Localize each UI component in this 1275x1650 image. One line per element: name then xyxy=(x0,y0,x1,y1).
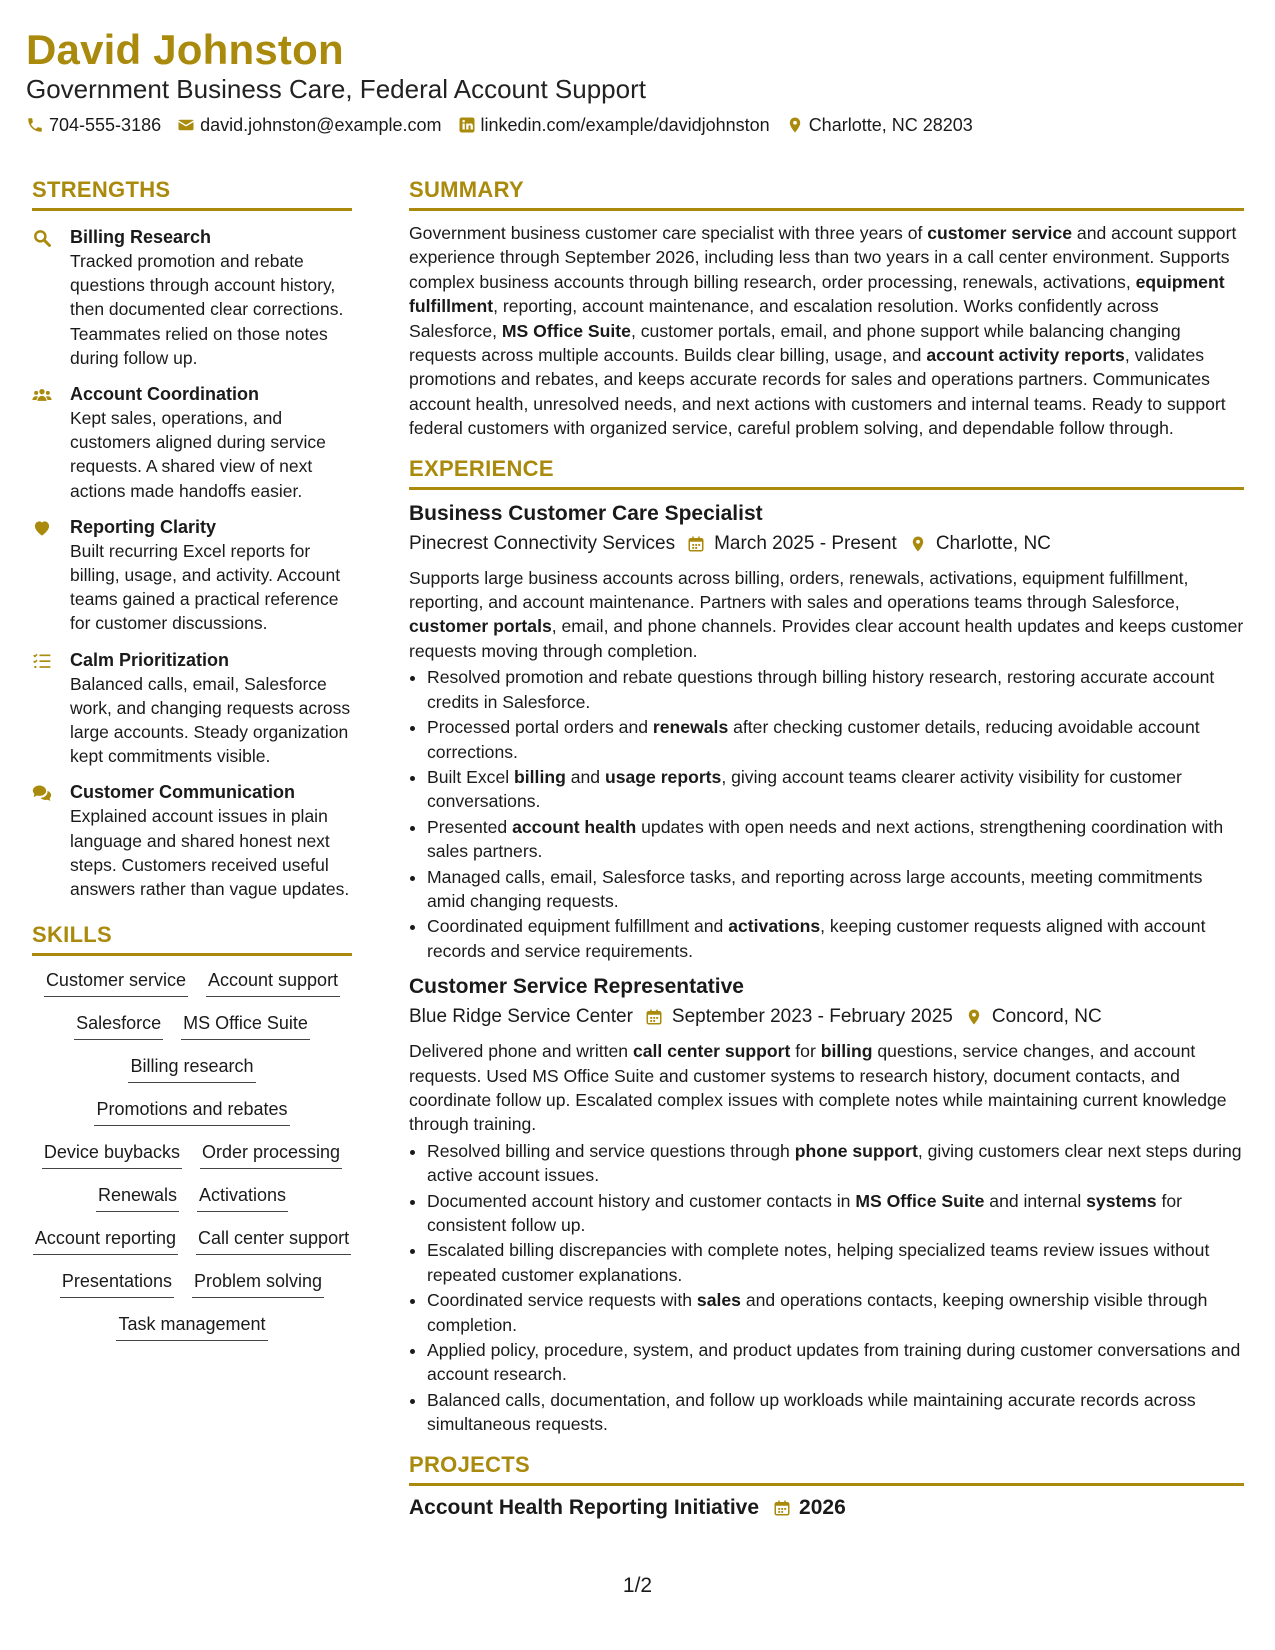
bullet-item xyxy=(427,1139,1244,1188)
bullet-item xyxy=(427,1238,1244,1287)
strength-item xyxy=(32,780,352,901)
strength-title: Reporting Clarity xyxy=(70,516,217,537)
candidate-name: David Johnston xyxy=(26,26,344,73)
checklist-icon xyxy=(32,651,52,671)
skill-tag: Promotions and rebates xyxy=(94,1097,289,1126)
bullet-seg: Processed portal orders and xyxy=(427,717,653,738)
bullet-seg: Documented account history and customer contacts in xyxy=(427,1190,856,1211)
desc-seg: for xyxy=(790,1041,821,1062)
bullet-item xyxy=(427,1388,1244,1437)
strength-title: Billing Research xyxy=(70,227,212,247)
envelope-icon xyxy=(177,116,195,134)
summary-seg: and account support experience through September 2026, including less than two years in a call center environment. Supports complex business accounts through billing research, order processing, renewals, activations, xyxy=(409,223,1237,292)
bullet-seg: Resolved billing and service questions through xyxy=(427,1140,795,1161)
project-title: Account Health Reporting Initiative xyxy=(409,1495,760,1519)
bullet-keyword: usage reports xyxy=(604,766,722,787)
bullet-keyword: phone support xyxy=(794,1140,918,1161)
skill-tag: Account reporting xyxy=(33,1226,178,1255)
summary-seg: , validates promotions and rebates, and keeps accurate records for sales and operations partners. Communicates account health, unresolved needs, and next actions with customers and internal teams. Ready to support federal customers with organized service, careful problem solving, and dependable follow through. xyxy=(409,345,1226,439)
users-icon xyxy=(32,385,52,405)
bullet-seg: Presented xyxy=(427,816,513,837)
skills-list xyxy=(32,968,352,1341)
summary-text xyxy=(409,221,1244,441)
bullet-keyword: MS Office Suite xyxy=(855,1190,985,1211)
strength-item xyxy=(32,225,352,370)
strength-description: Kept sales, operations, and customers aligned during service requests. A shared view of next actions made handoffs easier. xyxy=(70,408,326,501)
bullet-seg: Managed calls, email, Salesforce tasks, and reporting across large accounts, meeting commitments amid changing requests. xyxy=(427,866,1203,911)
strength-item xyxy=(32,648,352,769)
contact-linkedin[interactable] xyxy=(458,112,770,138)
contact-location xyxy=(786,112,973,138)
job-entry xyxy=(409,973,1244,1437)
bullet-seg: , giving account teams clearer activity visibility for customer conversations. xyxy=(427,766,1182,812)
bullet-seg: Built Excel xyxy=(427,766,515,787)
bullet-item xyxy=(427,914,1244,963)
desc-keyword: customer portals xyxy=(409,616,552,637)
bullet-seg: Coordinated equipment fulfillment and xyxy=(427,916,729,937)
skill-tag: Activations xyxy=(197,1183,288,1212)
summary-heading: SUMMARY xyxy=(409,176,1244,211)
job-title: Customer Service Representative xyxy=(409,975,744,999)
strength-description: Tracked promotion and rebate questions through account history, then documented clear corrections. Teammates relied on those notes during follow up. xyxy=(70,251,344,368)
summary-keyword: MS Office Suite xyxy=(501,320,631,341)
bullet-seg: Coordinated service requests with xyxy=(427,1290,697,1311)
bullet-keyword: account health xyxy=(512,816,637,837)
linkedin-icon xyxy=(458,116,476,134)
bullet-seg: after checking customer details, reducing avoidable account corrections. xyxy=(427,717,1200,762)
skill-tag: MS Office Suite xyxy=(181,1011,310,1040)
skill-tag: Billing research xyxy=(128,1054,255,1083)
strength-description: Balanced calls, email, Salesforce work, and changing requests across large accounts. Steady organization kept commitments visible. xyxy=(70,673,351,767)
map-pin-icon xyxy=(965,1008,983,1026)
strength-description: Built recurring Excel reports for billing, usage, and activity. Account teams gained a practical reference for customer discussions. xyxy=(70,540,341,634)
contact-bar xyxy=(26,112,973,138)
headline: Government Business Care, Federal Account Support xyxy=(26,74,646,104)
bullet-seg: and internal xyxy=(984,1190,1087,1211)
skill-tag: Device buybacks xyxy=(42,1140,182,1169)
summary-keyword: equipment fulfillment xyxy=(409,271,1225,317)
contact-email[interactable] xyxy=(177,112,441,138)
job-bullets xyxy=(409,665,1244,963)
desc-keyword: call center support xyxy=(632,1041,791,1062)
strength-title: Account Coordination xyxy=(70,384,259,405)
summary-seg: , customer portals, email, and phone support while balancing changing requests across multiple accounts. Builds clear billing, usage, and xyxy=(409,320,1181,366)
calendar-icon xyxy=(687,535,705,553)
bullet-item xyxy=(427,715,1244,764)
company-name: Blue Ridge Service Center xyxy=(409,1006,633,1028)
bullet-seg: for consistent follow up. xyxy=(427,1190,1182,1235)
bullet-keyword: systems xyxy=(1086,1190,1157,1211)
project-date: 2026 xyxy=(799,1495,846,1519)
bullet-keyword: activations xyxy=(728,916,821,937)
strength-title: Customer Communication xyxy=(70,782,296,803)
strengths-list xyxy=(32,225,352,901)
left-column xyxy=(32,176,352,1341)
phone-text: 704-555-3186 xyxy=(49,115,162,135)
page-number: 1/2 xyxy=(622,1574,653,1597)
right-column xyxy=(409,176,1244,1522)
job-location: Concord, NC xyxy=(991,1006,1102,1028)
bullet-item xyxy=(427,815,1244,864)
strength-item xyxy=(32,382,352,503)
summary-keyword: customer service xyxy=(927,223,1073,243)
summary-seg: , reporting, account maintenance, and escalation resolution. Works confidently across Salesforce, xyxy=(409,296,1159,341)
skill-tag: Problem solving xyxy=(192,1269,324,1298)
location-text: Charlotte, NC 28203 xyxy=(808,115,973,135)
summary-seg: Government business customer care specialist with three years of xyxy=(409,223,928,243)
map-pin-icon xyxy=(909,535,927,553)
bullet-seg: Escalated billing discrepancies with complete notes, helping specialized teams review issues without repeated customer explanations. xyxy=(427,1240,1210,1285)
project-entry xyxy=(409,1494,1244,1522)
skill-tag: Task management xyxy=(116,1312,267,1341)
bullet-seg: , keeping customer requests aligned with account records and service requirements. xyxy=(427,916,1206,961)
skill-tag: Salesforce xyxy=(74,1011,163,1040)
desc-seg: Delivered phone and written xyxy=(409,1041,633,1062)
job-description xyxy=(409,566,1244,664)
search-icon xyxy=(32,228,52,248)
bullet-seg: updates with open needs and next actions, strengthening coordination with sales partners. xyxy=(427,816,1224,862)
job-title: Business Customer Care Specialist xyxy=(409,501,763,525)
heart-icon xyxy=(32,518,52,538)
job-bullets xyxy=(409,1139,1244,1437)
experience-heading: EXPERIENCE xyxy=(409,455,1244,490)
bullet-item xyxy=(427,765,1244,814)
contact-phone[interactable] xyxy=(26,112,161,138)
skill-tag: Account support xyxy=(206,968,340,997)
bullet-item xyxy=(427,1189,1244,1238)
calendar-icon xyxy=(645,1008,663,1026)
email-text: david.johnston@example.com xyxy=(200,115,442,135)
bullet-item xyxy=(427,1338,1244,1387)
bullet-item xyxy=(427,865,1244,914)
job-dates: September 2023 - February 2025 xyxy=(671,1006,953,1028)
job-entry xyxy=(409,500,1244,964)
map-pin-icon xyxy=(786,116,804,134)
linkedin-text: linkedin.com/example/davidjohnston xyxy=(480,115,770,135)
skill-tag: Call center support xyxy=(196,1226,351,1255)
strengths-heading: STRENGTHS xyxy=(32,176,352,211)
skill-tag: Order processing xyxy=(200,1140,342,1169)
skill-tag: Customer service xyxy=(44,968,188,997)
strength-description: Explained account issues in plain language and shared honest next steps. Customers received useful answers rather than vague updates. xyxy=(70,806,350,900)
bullet-keyword: sales xyxy=(696,1290,741,1311)
desc-seg: , email, and phone channels. Provides clear account health updates and keeps customer requests moving through completion. xyxy=(409,616,1244,661)
job-meta xyxy=(409,1003,1244,1031)
skill-tag: Renewals xyxy=(96,1183,179,1212)
bullet-item xyxy=(427,665,1244,714)
projects-heading: PROJECTS xyxy=(409,1451,1244,1486)
bullet-seg: Resolved promotion and rebate questions through billing history research, restoring accurate account credits in Salesforce. xyxy=(427,667,1215,712)
desc-keyword: billing xyxy=(820,1041,873,1062)
job-meta xyxy=(409,530,1244,558)
comments-icon xyxy=(32,783,52,803)
summary-keyword: account activity reports xyxy=(926,345,1125,366)
bullet-keyword: billing xyxy=(514,766,566,787)
strength-item xyxy=(32,515,352,636)
company-name: Pinecrest Connectivity Services xyxy=(409,532,676,554)
bullet-seg: , giving customers clear next steps during active account issues. xyxy=(427,1140,1242,1186)
desc-seg: questions, service changes, and account requests. Used MS Office Suite and customer systems to research history, document contacts, and coordinate follow up. Escalated complex issues with complete notes while maintaining current knowledge through training. xyxy=(409,1041,1227,1135)
bullet-keyword: renewals xyxy=(652,717,729,738)
bullet-item xyxy=(427,1288,1244,1337)
job-dates: March 2025 - Present xyxy=(714,532,897,554)
bullet-seg: Applied policy, procedure, system, and product updates from training during customer conversations and account research. xyxy=(427,1340,1241,1385)
desc-seg: Supports large business accounts across billing, orders, renewals, activations, equipment fulfillment, reporting, and account maintenance. Partners with sales and operations teams through Salesforce, xyxy=(409,567,1189,613)
strength-title: Calm Prioritization xyxy=(70,649,230,670)
job-location: Charlotte, NC xyxy=(935,532,1051,554)
bullet-seg: and xyxy=(565,766,605,787)
skills-heading: SKILLS xyxy=(32,921,352,956)
skill-tag: Presentations xyxy=(60,1269,174,1298)
bullet-seg: and operations contacts, keeping ownership visible through completion. xyxy=(427,1290,1208,1335)
job-description xyxy=(409,1039,1244,1137)
calendar-icon xyxy=(773,1499,791,1517)
phone-icon xyxy=(26,116,44,134)
bullet-seg: Balanced calls, documentation, and follow up workloads while maintaining accurate records across simultaneous requests. xyxy=(427,1389,1196,1435)
